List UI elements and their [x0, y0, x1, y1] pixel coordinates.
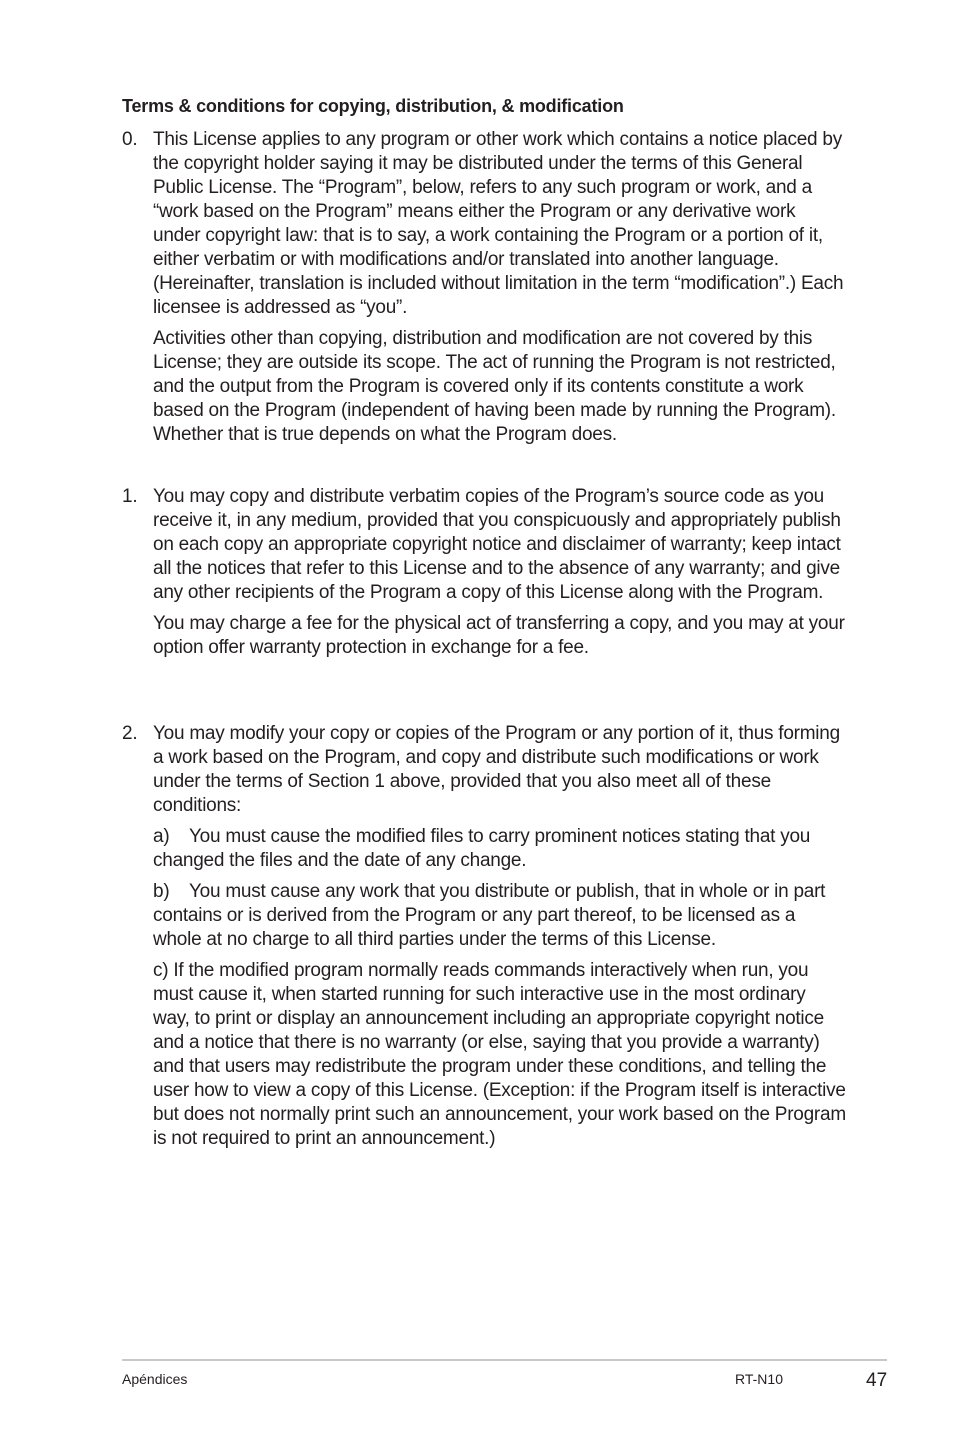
footer-section-name: Apéndices [122, 1371, 188, 1387]
section-heading: Terms & conditions for copying, distribution, & modification [122, 96, 624, 116]
footer-divider [122, 1359, 887, 1361]
item-paragraph: You may copy and distribute verbatim copies of the Program’s source code as you receive it, in any medium, provided that you conspicuously and appropriately publish on each copy an appropriate copyright notice and disclaimer of warranty; keep intact all the notices that refer to this License and to the absence of any warranty; and give any other recipients of the Program a copy of this License along with the Program. [153, 486, 841, 603]
license-item-1 [122, 485, 847, 660]
subclause-text: You must cause any work that you distribute or publish, that in whole or in part contains or is derived from the Program or any part thereof, to be licensed as a whole at no charge to all third parties under the terms of this License. [153, 881, 826, 950]
license-item-2 [122, 722, 847, 1151]
subclause-text: c) If the modified program normally reads commands interactively when run, you must cause it, when started running for such interactive use in the most ordinary way, to print or display an announcement including an appropriate copyright notice and a notice that there is no warranty (or else, saying that you provide a warranty) and that users may redistribute the program under these conditions, and telling the user how to view a copy of this License. (Exception: if the Program itself is interactive but does not normally print such an announcement, your work based on the Program is not required to print an announcement.) [153, 960, 846, 1149]
footer-model-name: RT-N10 [735, 1371, 783, 1387]
subclause-b [153, 880, 847, 952]
item-number: 1. [122, 486, 138, 507]
item-paragraph: You may charge a fee for the physical act of transferring a copy, and you may at your option offer warranty protection in exchange for a fee. [153, 613, 845, 658]
subclause-label: a) [153, 826, 170, 847]
item-paragraph: This License applies to any program or other work which contains a notice placed by the copyright holder saying it may be distributed under the terms of this General Public License. The “Program”, below, refers to any such program or work, and a “work based on the Program” means either the Program or any derivative work under copyright law: that is to say, a work containing the Program or a portion of it, either verbatim or with modifications and/or translated into another language. (Hereinafter, translation is included without limitation in the term “modification”.) Each licensee is addressed as “you”. [153, 129, 844, 318]
item-paragraph: You may modify your copy or copies of the Program or any portion of it, thus forming a work based on the Program, and copy and distribute such modifications or work under the terms of Section 1 above, provided that you also meet all of these conditions: [153, 723, 840, 816]
item-number: 2. [122, 723, 138, 744]
license-item-0 [122, 128, 847, 447]
subclause-c [153, 959, 847, 1151]
subclause-text: You must cause the modified files to carry prominent notices stating that you changed the files and the date of any change. [153, 826, 811, 871]
item-paragraph: Activities other than copying, distribution and modification are not covered by this License; they are outside its scope. The act of running the Program is not restricted, and the output from the Program is covered only if its contents constitute a work based on the Program (independent of having been made by running the Program). Whether that is true depends on what the Program does. [153, 328, 836, 445]
item-number: 0. [122, 129, 138, 150]
page-number: 47 [866, 1370, 888, 1391]
subclause-a [153, 825, 847, 873]
subclause-label: b) [153, 881, 170, 902]
